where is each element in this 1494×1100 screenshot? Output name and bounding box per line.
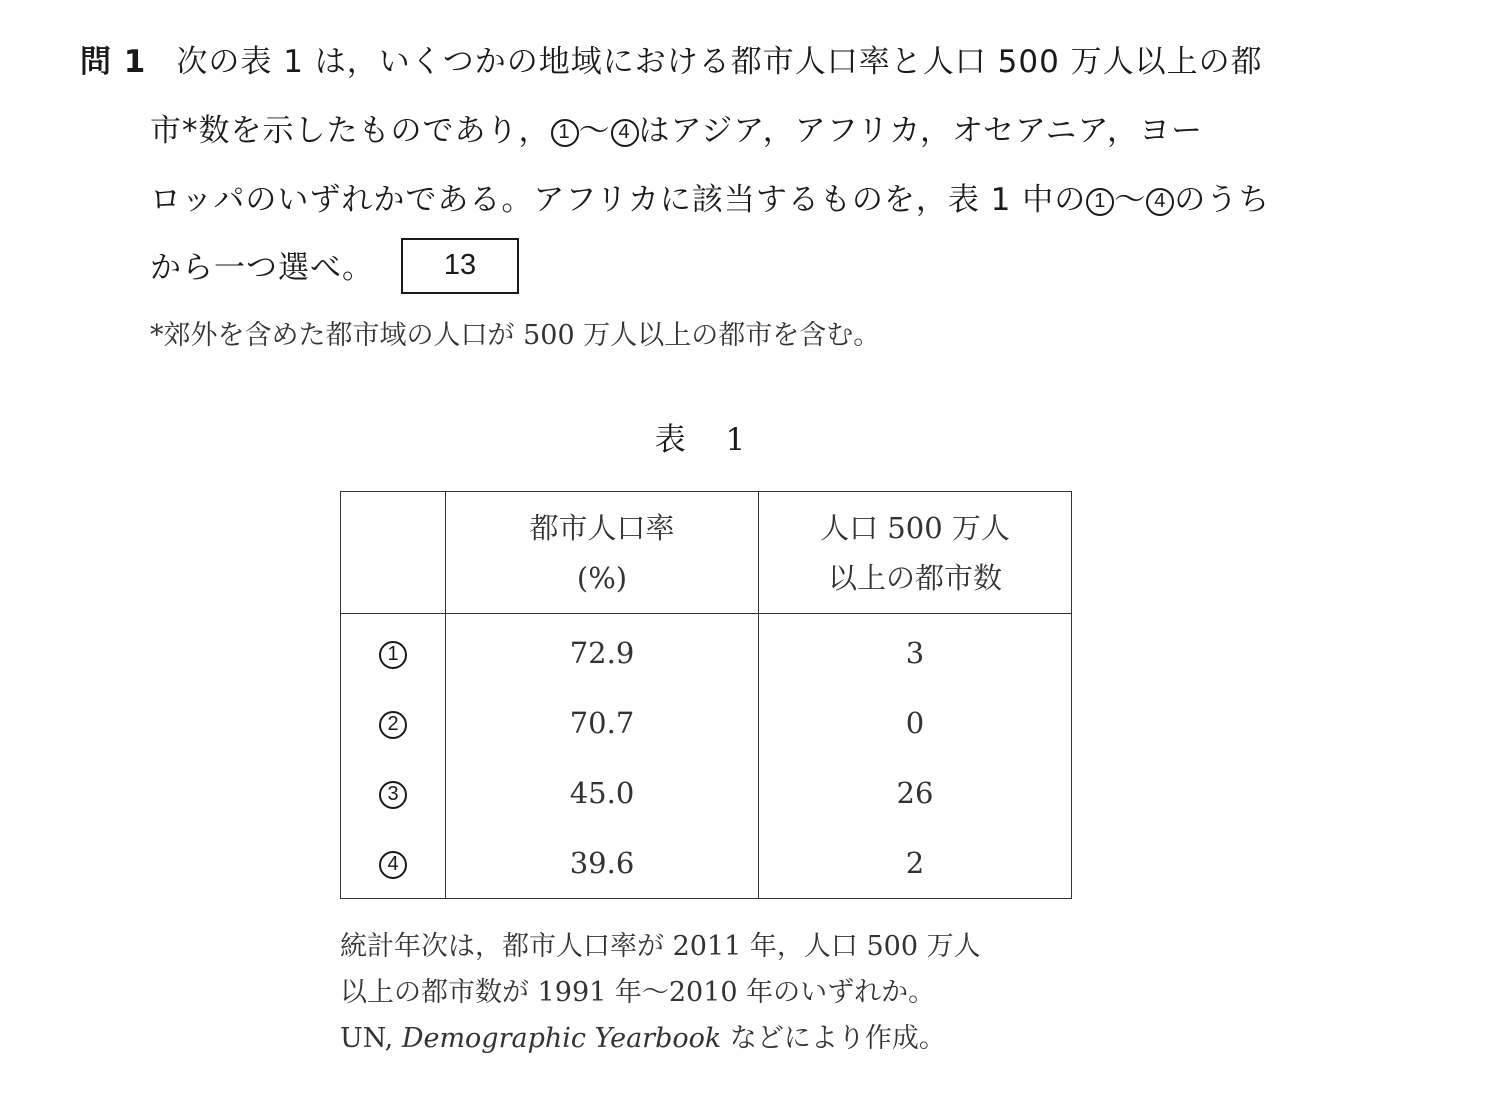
question-text-2a: 市*数を示したものであり， — [150, 113, 551, 149]
table-notes — [340, 924, 981, 1062]
footnote: *郊外を含めた都市域の人口が 500 万人以上の都市を含む。 — [150, 320, 881, 351]
data-table — [340, 491, 1072, 899]
question-text-3b: のうち — [1174, 182, 1271, 218]
tilde: ～ — [1114, 182, 1147, 218]
source-title: Demographic Yearbook — [401, 1023, 722, 1054]
table-row — [341, 758, 1072, 828]
choice-4-marker: 4 — [1146, 188, 1174, 216]
source-suffix: などにより作成。 — [721, 1023, 946, 1054]
choice-4-marker: 4 — [611, 119, 639, 147]
question-line-3 — [150, 180, 1270, 220]
header-empty-cell — [341, 492, 446, 614]
notes-line-1: 統計年次は，都市人口率が 2011 年，人口 500 万人 — [340, 931, 981, 962]
table-row — [341, 614, 1072, 689]
answer-box[interactable]: 13 — [401, 238, 519, 294]
row-label-marker: 2 — [379, 711, 407, 739]
header-urban-rate-line2: (%) — [576, 560, 628, 595]
question-text-2b: はアジア，アフリカ，オセアニア，ヨー — [638, 113, 1204, 149]
row-label-cell — [341, 688, 446, 758]
source-prefix: UN, — [340, 1023, 402, 1054]
city-count-cell: 0 — [759, 688, 1072, 758]
table-row — [341, 828, 1072, 899]
header-urban-rate — [446, 492, 759, 614]
row-label-marker: 3 — [379, 781, 407, 809]
urban-rate-cell: 39.6 — [446, 828, 759, 899]
question-line-4 — [150, 248, 374, 288]
row-label-marker: 1 — [379, 641, 407, 669]
header-city-count-line2: 以上の都市数 — [827, 560, 1002, 595]
urban-rate-cell: 45.0 — [446, 758, 759, 828]
question-line-1 — [80, 42, 1263, 82]
question-text-3a: ロッパのいずれかである。アフリカに該当するものを，表 1 中の — [150, 182, 1087, 218]
header-urban-rate-line1: 都市人口率 — [529, 510, 675, 545]
question-label: 問 1 — [80, 44, 147, 80]
table-header-row — [341, 492, 1072, 614]
question-text-4: から一つ選べ。 — [150, 250, 374, 286]
row-label-cell — [341, 828, 446, 899]
city-count-cell: 26 — [759, 758, 1072, 828]
row-label-cell — [341, 614, 446, 689]
notes-line-2: 以上の都市数が 1991 年～2010 年のいずれか。 — [340, 977, 936, 1008]
city-count-cell: 2 — [759, 828, 1072, 899]
choice-1-marker: 1 — [551, 119, 579, 147]
city-count-cell: 3 — [759, 614, 1072, 689]
table-row — [341, 688, 1072, 758]
notes-line-3 — [340, 1016, 981, 1062]
table-caption: 表 1 — [654, 422, 746, 458]
row-label-marker: 4 — [379, 851, 407, 879]
tilde: ～ — [578, 113, 611, 149]
header-city-count-line1: 人口 500 万人 — [820, 510, 1010, 545]
header-city-count — [759, 492, 1072, 614]
urban-rate-cell: 72.9 — [446, 614, 759, 689]
row-label-cell — [341, 758, 446, 828]
urban-rate-cell: 70.7 — [446, 688, 759, 758]
choice-1-marker: 1 — [1086, 188, 1114, 216]
question-line-2 — [150, 111, 1203, 151]
question-text-1: 次の表 1 は，いくつかの地域における都市人口率と人口 500 万人以上の都 — [176, 44, 1263, 80]
